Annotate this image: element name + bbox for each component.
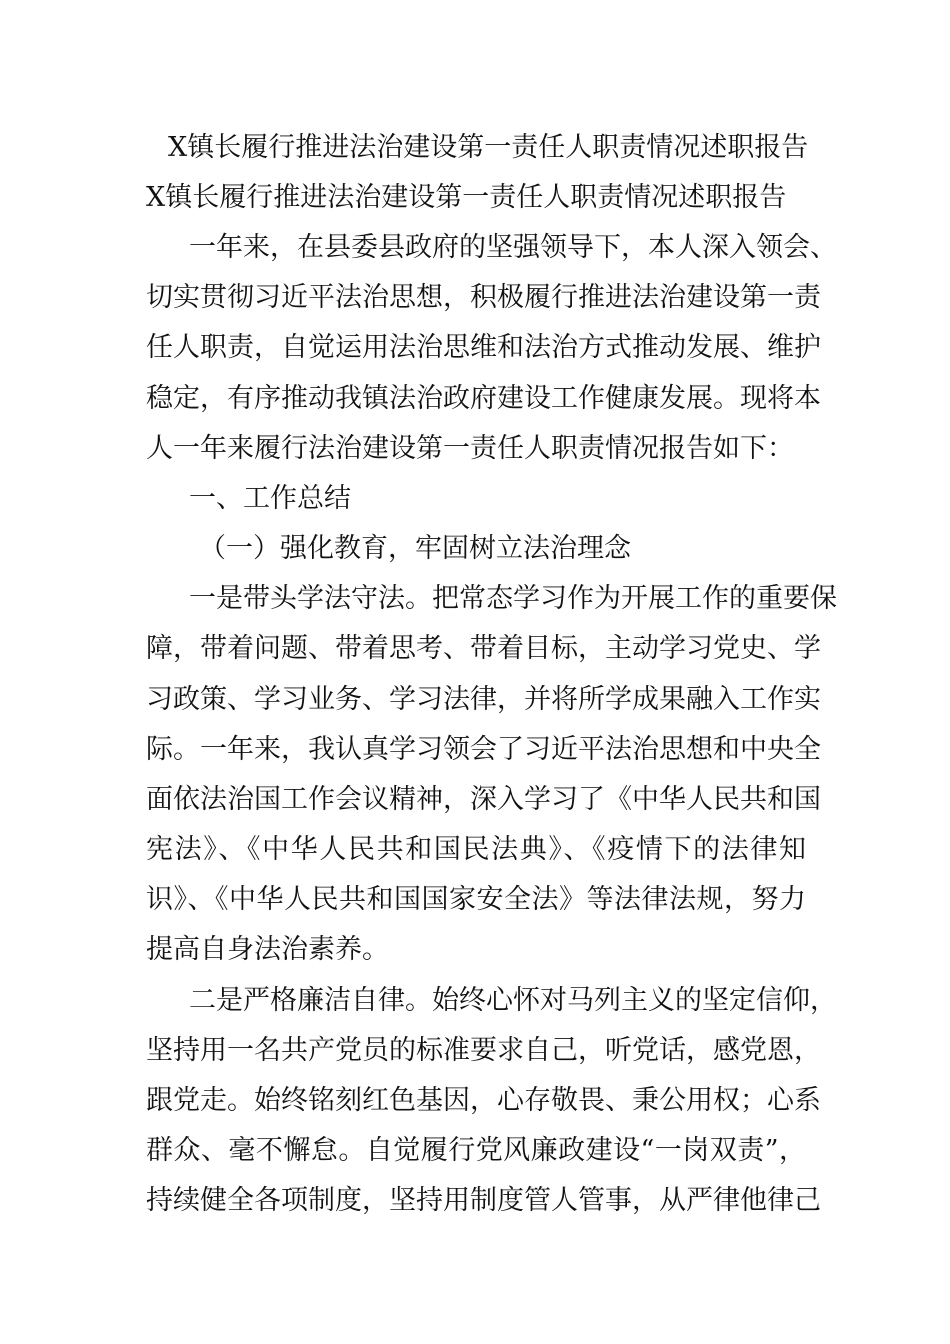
subsection-heading: （一）强化教育，牢固树立法治理念 bbox=[199, 533, 631, 564]
paragraph-line: 提高自身法治素养。 bbox=[146, 934, 389, 965]
section-heading: 一、工作总结 bbox=[189, 483, 351, 514]
document-title-repeat: X镇长履行推进法治建设第一责任人职责情况述职报告 bbox=[146, 182, 787, 213]
paragraph-line: 切实贯彻习近平法治思想，积极履行推进法治建设第一责 bbox=[146, 282, 821, 313]
paragraph-line: 二是严格廉洁自律。始终心怀对马列主义的坚定信仰， bbox=[189, 985, 837, 1016]
paragraph-line: 面依法治国工作会议精神，深入学习了《中华人民共和国 bbox=[146, 784, 821, 815]
paragraph-line: 跟党走。始终铭刻红色基因，心存敬畏、秉公用权；心系 bbox=[146, 1085, 821, 1116]
paragraph-line: 际。一年来，我认真学习领会了习近平法治思想和中央全 bbox=[146, 734, 821, 765]
paragraph-line: 一是带头学法守法。把常态学习作为开展工作的重要保 bbox=[189, 583, 837, 614]
paragraph-line: 障，带着问题、带着思考、带着目标，主动学习党史、学 bbox=[146, 633, 821, 664]
document-title: X镇长履行推进法治建设第一责任人职责情况述职报告 bbox=[168, 132, 809, 163]
paragraph-line: 一年来，在县委县政府的坚强领导下，本人深入领会、 bbox=[189, 232, 837, 263]
paragraph-line: 识》、《中华人民共和国国家安全法》等法律法规，努力 bbox=[146, 884, 806, 915]
paragraph-line: 任人职责，自觉运用法治思维和法治方式推动发展、维护 bbox=[146, 332, 821, 363]
paragraph-line: 宪法》、《中华人民共和国民法典》、《疫情下的法律知 bbox=[146, 834, 806, 865]
paragraph-line: 持续健全各项制度，坚持用制度管人管事，从严律他律己 bbox=[146, 1185, 821, 1216]
paragraph-line: 人一年来履行法治建设第一责任人职责情况报告如下： bbox=[146, 433, 794, 464]
paragraph-line: 稳定，有序推动我镇法治政府建设工作健康发展。现将本 bbox=[146, 383, 821, 414]
paragraph-line: 习政策、学习业务、学习法律，并将所学成果融入工作实 bbox=[146, 684, 821, 715]
paragraph-line: 坚持用一名共产党员的标准要求自己，听党话，感党恩， bbox=[146, 1035, 821, 1066]
paragraph-line: 群众、毫不懈怠。自觉履行党风廉政建设“一岗双责”， bbox=[146, 1135, 806, 1166]
